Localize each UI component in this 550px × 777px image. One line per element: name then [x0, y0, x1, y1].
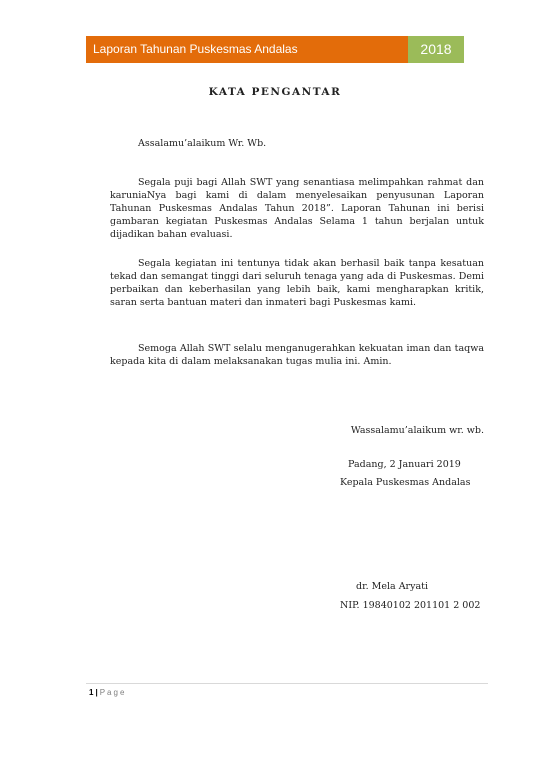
header-year: 2018: [408, 36, 464, 63]
footer-divider: [86, 683, 488, 684]
signatory-name: dr. Mela Aryati: [356, 581, 428, 592]
signatory-nip: NIP. 19840102 201101 2 002: [340, 600, 481, 611]
paragraph-1: Segala puji bagi Allah SWT yang senantiasa melimpahkan rahmat dan karuniaNya bagi kami di dalam menyelesaikan penyusunan Laporan Tahunan Puskesmas Andalas Tahun 2018”. Laporan Tahunan ini berisi gambaran kegiatan Puskesmas Andalas Selama 1 tahun berjalan untuk dijadikan bahan evaluasi.: [110, 177, 484, 240]
signature-date: Padang, 2 Januari 2019: [348, 459, 461, 470]
footer-separator: |: [95, 688, 98, 697]
header-title: Laporan Tahunan Puskesmas Andalas: [86, 36, 408, 63]
closing-greeting: Wassalamu’alaikum wr. wb.: [350, 425, 484, 436]
page-number: 1: [89, 688, 94, 697]
greeting: Assalamu’alaikum Wr. Wb.: [138, 138, 267, 149]
page-title: KATA PENGANTAR: [208, 86, 342, 98]
page-footer: [89, 688, 126, 697]
signatory-position: Kepala Puskesmas Andalas: [340, 477, 471, 488]
paragraph-3: Semoga Allah SWT selalu menganugerahkan kekuatan iman dan taqwa kepada kita di dalam melaksanakan tugas mulia ini. Amin.: [110, 343, 484, 367]
page-label: Page: [99, 688, 127, 697]
paragraph-2: Segala kegiatan ini tentunya tidak akan berhasil baik tanpa kesatuan tekad dan semangat tinggi dari seluruh tenaga yang ada di Puskesmas. Demi perbaikan dan keberhasilan yang lebih baik, kami mengharapkan kritik, saran serta bantuan materi dan inmateri bagi Puskesmas kami.: [110, 258, 484, 308]
page-header: [86, 36, 464, 63]
